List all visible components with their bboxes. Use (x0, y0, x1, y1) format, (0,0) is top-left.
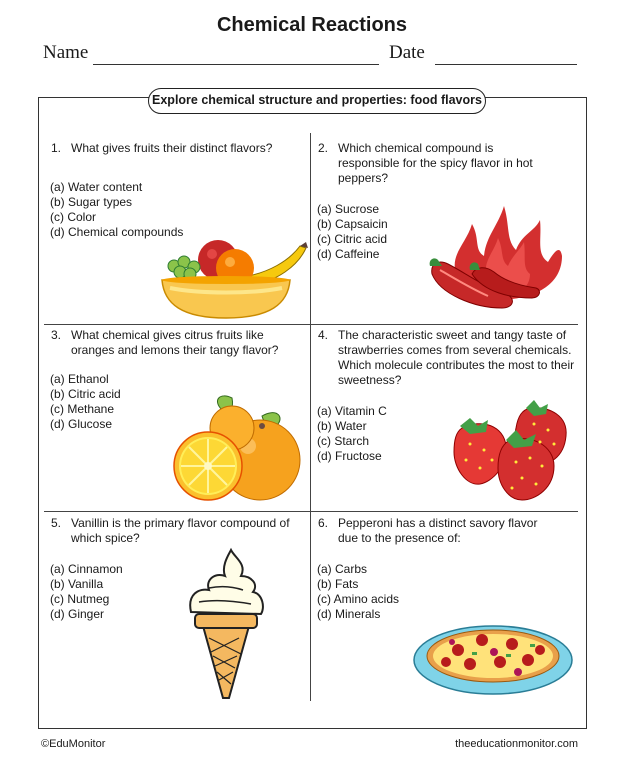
question-4-options (317, 404, 387, 464)
strawberries-image (450, 400, 570, 502)
name-label: Name (43, 42, 89, 63)
option-5c[interactable]: (c) Nutmeg (50, 592, 110, 606)
question-2-options (317, 202, 388, 262)
option-5a[interactable]: (a) Cinnamon (50, 562, 123, 576)
option-3b[interactable]: (b) Citric acid (50, 387, 121, 401)
option-1d[interactable]: (d) Chemical compounds (50, 225, 184, 239)
row-divider-1 (44, 324, 578, 325)
question-6-number: 6. (318, 516, 329, 530)
question-1-number: 1. (51, 141, 62, 155)
question-3-number: 3. (51, 328, 62, 342)
question-5-text: Vanillin is the primary flavor compound of which spice? (71, 516, 290, 545)
option-3d[interactable]: (d) Glucose (50, 417, 113, 431)
name-field-line[interactable] (93, 64, 379, 65)
question-4-number: 4. (318, 328, 329, 342)
question-5 (51, 516, 301, 546)
column-divider (310, 133, 311, 701)
option-3a[interactable]: (a) Ethanol (50, 372, 109, 386)
option-4c[interactable]: (c) Starch (317, 434, 370, 448)
option-6b[interactable]: (b) Fats (317, 577, 359, 591)
question-3 (51, 328, 301, 358)
date-label: Date (389, 42, 425, 63)
option-5b[interactable]: (b) Vanilla (50, 577, 104, 591)
option-4a[interactable]: (a) Vitamin C (317, 404, 387, 418)
option-3c[interactable]: (c) Methane (50, 402, 115, 416)
option-1a[interactable]: (a) Water content (50, 180, 143, 194)
option-1b[interactable]: (b) Sugar types (50, 195, 133, 209)
question-4-text: The characteristic sweet and tangy taste of strawberries comes from several chemicals. Which molecule contributes the most to their sweetness? (338, 328, 575, 387)
row-divider-2 (44, 511, 578, 512)
option-4d[interactable]: (d) Fructose (317, 449, 382, 463)
option-2d[interactable]: (d) Caffeine (317, 247, 380, 261)
topic-banner: Explore chemical structure and properties: food flavors (148, 88, 486, 114)
ice-cream-cone-image (185, 548, 267, 700)
date-field-line[interactable] (435, 64, 577, 65)
option-2a[interactable]: (a) Sucrose (317, 202, 380, 216)
option-6a[interactable]: (a) Carbs (317, 562, 368, 576)
question-3-options (50, 372, 121, 432)
worksheet-title: Chemical Reactions (216, 14, 408, 36)
question-4 (318, 328, 576, 388)
option-2c[interactable]: (c) Citric acid (317, 232, 388, 246)
question-6-options (317, 562, 399, 622)
question-2-text: Which chemical compound is responsible for the spicy flavor in hot peppers? (338, 141, 533, 185)
question-3-text: What chemical gives citrus fruits like oranges and lemons their tangy flavor? (71, 328, 279, 357)
question-2-number: 2. (318, 141, 329, 155)
question-1-options (50, 180, 183, 240)
option-1c[interactable]: (c) Color (50, 210, 97, 224)
footer-copyright: ©EduMonitor (41, 738, 106, 750)
option-2b[interactable]: (b) Capsaicin (317, 217, 388, 231)
name-date-line (43, 42, 576, 66)
question-1-text: What gives fruits their distinct flavors? (71, 141, 273, 155)
option-5d[interactable]: (d) Ginger (50, 607, 105, 621)
footer-website-link[interactable]: theeducationmonitor.com (455, 738, 578, 750)
question-5-options (50, 562, 123, 622)
question-5-number: 5. (51, 516, 62, 530)
option-6d[interactable]: (d) Minerals (317, 607, 381, 621)
hot-peppers-image (426, 204, 566, 319)
oranges-image (172, 390, 302, 506)
question-2 (318, 141, 558, 186)
option-6c[interactable]: (c) Amino acids (317, 592, 400, 606)
question-1 (51, 141, 301, 156)
question-6 (318, 516, 558, 546)
pizza-image (412, 614, 574, 696)
question-6-text: Pepperoni has a distinct savory flavor due to the presence of: (338, 516, 538, 545)
option-4b[interactable]: (b) Water (317, 419, 367, 433)
fruit-bowl-image (160, 232, 310, 322)
